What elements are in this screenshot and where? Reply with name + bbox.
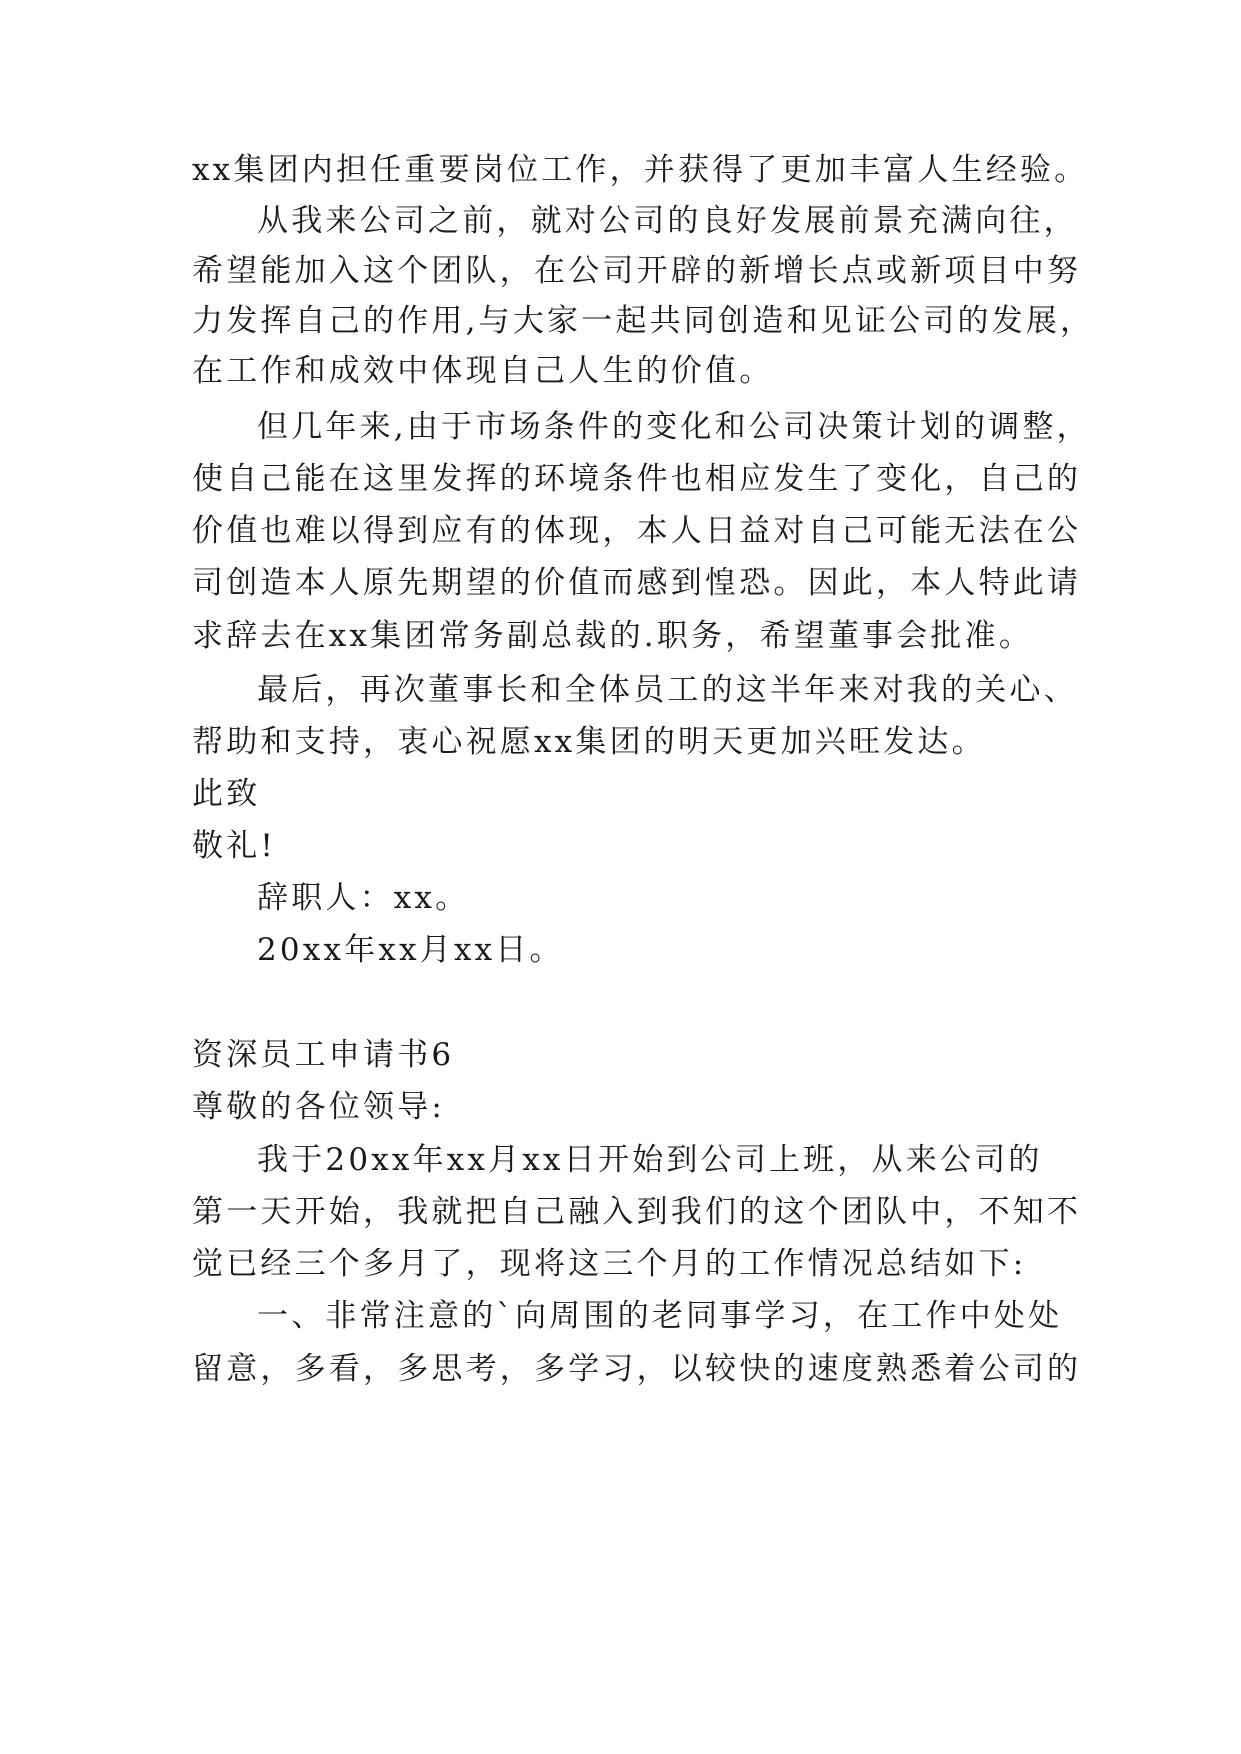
text-line: 觉已经三个多月了，现将这三个月的工作情况总结如下: bbox=[192, 1246, 1027, 1282]
paragraph-start: 但几年来,由于市场条件的变化和公司决策计划的调整， bbox=[257, 409, 1091, 445]
text-line: 第一天开始，我就把自己融入到我们的这个团队中，不知不 bbox=[192, 1194, 1082, 1230]
text-line: 希望能加入这个团队，在公司开辟的新增长点或新项目中努 bbox=[192, 253, 1082, 289]
paragraph-start: 从我来公司之前，就对公司的良好发展前景充满向往， bbox=[257, 203, 1078, 239]
greeting: 尊敬的各位领导: bbox=[192, 1089, 446, 1125]
text-line: 在工作和成效中体现自己人生的价值。 bbox=[192, 353, 774, 389]
paragraph-start: 一、非常注意的`向周围的老同事学习，在工作中处处 bbox=[257, 1298, 1063, 1334]
text-line: 价值也难以得到应有的体现，本人日益对自己可能无法在公 bbox=[192, 513, 1082, 549]
section-title: 资深员工申请书6 bbox=[192, 1037, 455, 1073]
text-line: 司创造本人原先期望的价值而感到惶恐。因此，本人特此请 bbox=[192, 565, 1082, 601]
paragraph-start: 最后，再次董事长和全体员工的这半年来对我的关心、 bbox=[257, 672, 1078, 708]
closing-salutation: 此致 bbox=[192, 776, 261, 812]
text-line: 力发挥自己的作用,与大家一起共同创造和见证公司的发展， bbox=[192, 303, 1095, 339]
text-line: xx集团内担任重要岗位工作，并获得了更加丰富人生经验。 bbox=[192, 152, 1089, 188]
text-line: 使自己能在这里发挥的环境条件也相应发生了变化，自己的 bbox=[192, 461, 1082, 497]
text-line: 帮助和支持，衷心祝愿xx集团的明天更加兴旺发达。 bbox=[192, 724, 986, 760]
closing-respect: 敬礼! bbox=[192, 828, 277, 864]
text-line: 留意，多看，多思考，多学习，以较快的速度熟悉着公司的 bbox=[192, 1351, 1082, 1387]
paragraph-start: 我于20xx年xx月xx日开始到公司上班，从来公司的 bbox=[257, 1142, 1043, 1178]
signature-name: 辞职人：xx。 bbox=[257, 880, 470, 916]
text-line: 求辞去在xx集团常务副总裁的.职务，希望董事会批准。 bbox=[192, 618, 1034, 654]
signature-date: 20xx年xx月xx日。 bbox=[257, 932, 564, 968]
